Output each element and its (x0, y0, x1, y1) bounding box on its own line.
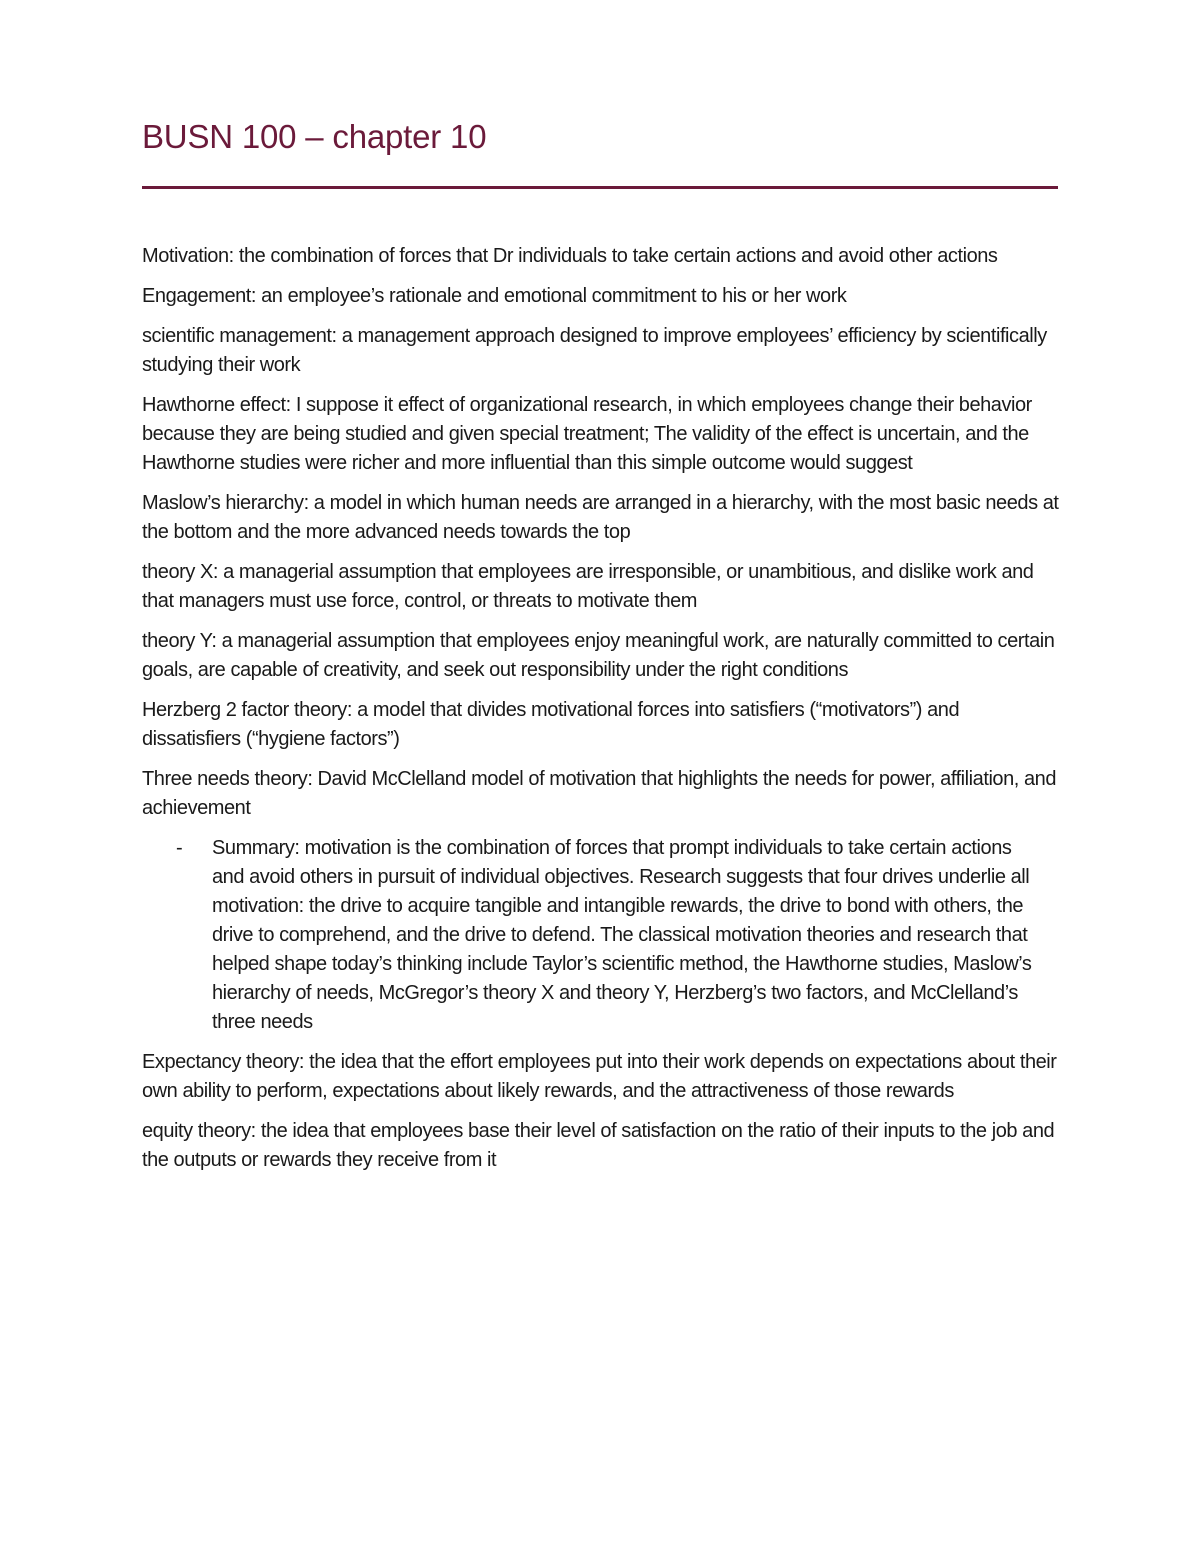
paragraph-theory-y: theory Y: a managerial assumption that employees enjoy meaningful work, are naturally committed to certain goals, are capable of creativity, and seek out responsibility under the right conditions (142, 630, 1055, 681)
document-body (142, 242, 1060, 1186)
summary-bullet (142, 834, 1060, 1037)
paragraph-scientific-management: scientific management: a management approach designed to improve employees’ efficiency by scientifically studying their work (142, 325, 1047, 376)
paragraph-maslows-hierarchy: Maslow’s hierarchy: a model in which human needs are arranged in a hierarchy, with the most basic needs at the bottom and the more advanced needs towards the top (142, 492, 1059, 543)
bullet-dash: - (176, 837, 183, 859)
summary-text: Summary: motivation is the combination of forces that prompt individuals to take certain actions and avoid others in pursuit of individual objectives. Research suggests that four drives underlie all motivation: the drive to acquire tangible and intangible rewards, the drive to bond with others, the drive to comprehend, and the drive to defend. The classical motivation theories and research that helped shape today’s thinking include Taylor’s scientific method, the Hawthorne studies, Maslow’s hierarchy of needs, McGregor’s theory X and theory Y, Herzberg’s two factors, and McClelland’s three needs (212, 837, 1032, 1033)
paragraph-motivation: Motivation: the combination of forces that Dr individuals to take certain actions and avoid other actions (142, 245, 998, 267)
title-underline (142, 186, 1058, 189)
paragraph-hawthorne-effect: Hawthorne effect: I suppose it effect of organizational research, in which employees change their behavior because they are being studied and given special treatment; The validity of the effect is uncertain, and the Hawthorne studies were richer and more influential than this simple outcome would suggest (142, 394, 1032, 474)
paragraph-equity-theory: equity theory: the idea that employees base their level of satisfaction on the ratio of their inputs to the job and the outputs or rewards they receive from it (142, 1120, 1055, 1171)
paragraph-expectancy-theory: Expectancy theory: the idea that the effort employees put into their work depends on expectations about their own ability to perform, expectations about likely rewards, and the attractiveness of those rewards (142, 1051, 1057, 1102)
document-title: BUSN 100 – chapter 10 (142, 118, 487, 155)
paragraph-herzberg-theory: Herzberg 2 factor theory: a model that divides motivational forces into satisfiers (“motivators”) and dissatisfiers (“hygiene factors”) (142, 699, 960, 750)
paragraph-three-needs-theory: Three needs theory: David McClelland model of motivation that highlights the needs for power, affiliation, and achievement (142, 768, 1057, 819)
paragraph-theory-x: theory X: a managerial assumption that employees are irresponsible, or unambitious, and dislike work and that managers must use force, control, or threats to motivate them (142, 561, 1034, 612)
paragraph-engagement: Engagement: an employee’s rationale and emotional commitment to his or her work (142, 285, 847, 307)
